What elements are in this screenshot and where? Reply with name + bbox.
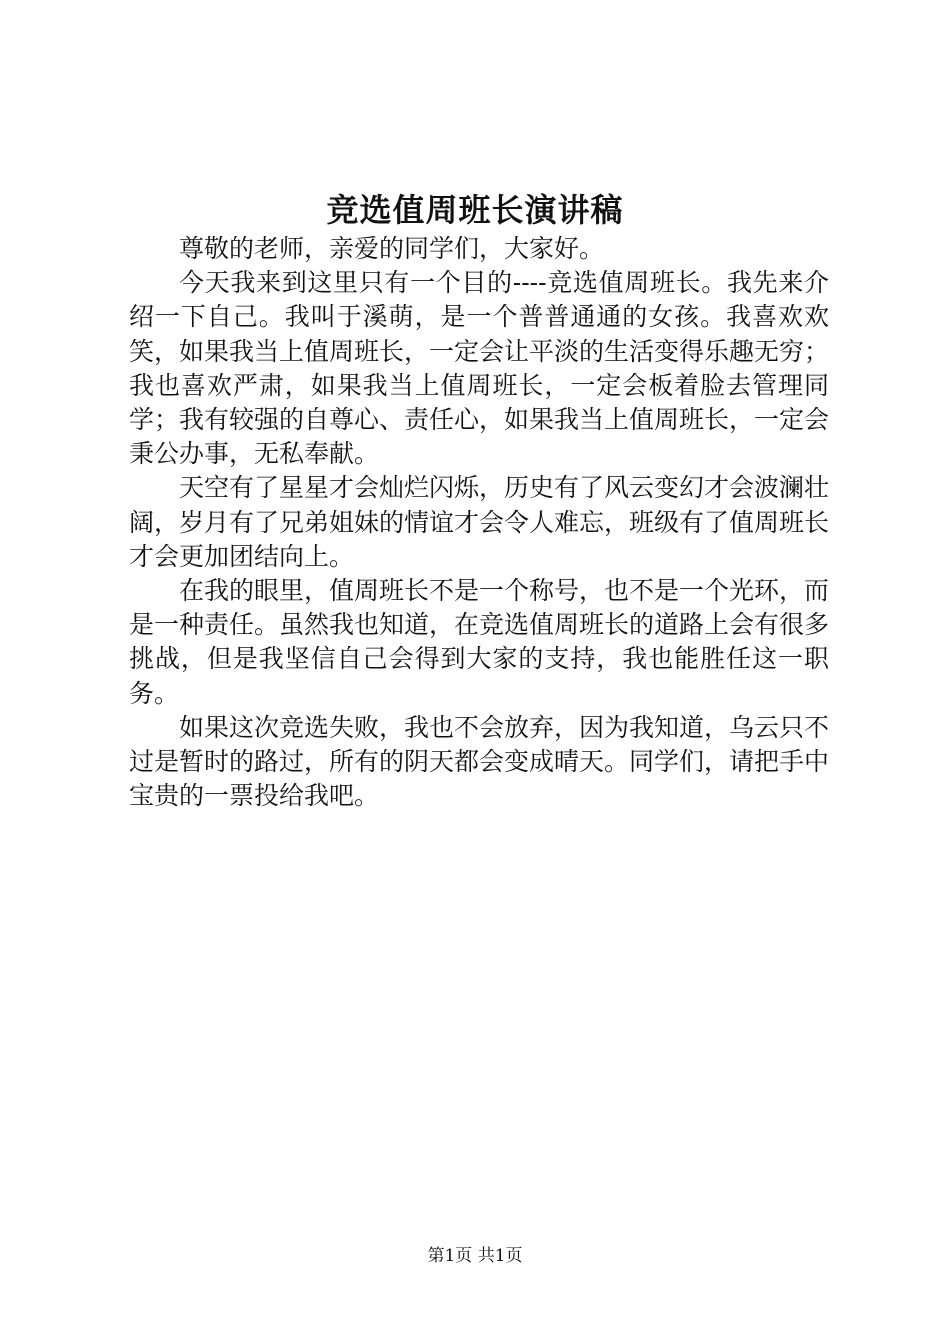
document-body	[129, 232, 829, 813]
document-title: 竞选值周班长演讲稿	[326, 191, 624, 229]
paragraph-closing: 如果这次竞选失败，我也不会放弃，因为我知道，乌云只不过是暂时的路过，所有的阴天都会变成晴天。同学们，请把手中宝贵的一票投给我吧。	[129, 712, 830, 811]
paragraph-responsibility: 在我的眼里，值周班长不是一个称号，也不是一个光环，而是一种责任。虽然我也知道，在竞选值周班长的道路上会有很多挑战，但是我坚信自己会得到大家的支持，我也能胜任这一职务。	[129, 576, 830, 708]
page-number-footer: 第1页 共1页	[427, 1246, 523, 1266]
paragraph-class-unity: 天空有了星星才会灿烂闪烁，历史有了风云变幻才会波澜壮阔，岁月有了兄弟姐妹的情谊才会令人难忘，班级有了值周班长才会更加团结向上。	[129, 473, 830, 571]
paragraph-introduction: 今天我来到这里只有一个目的----竞选值周班长。我先来介绍一下自己。我叫于溪萌，是一个普普通通的女孩。我喜欢欢笑，如果我当上值周班长，一定会让平淡的生活变得乐趣无穷；我也喜欢严肃，如果我当上值周班长，一定会板着脸去管理同学；我有较强的自尊心、责任心，如果我当上值周班长，一定会秉公办事，无私奉献。	[129, 268, 830, 469]
paragraph-greeting: 尊敬的老师，亲爱的同学们，大家好。	[179, 234, 605, 263]
